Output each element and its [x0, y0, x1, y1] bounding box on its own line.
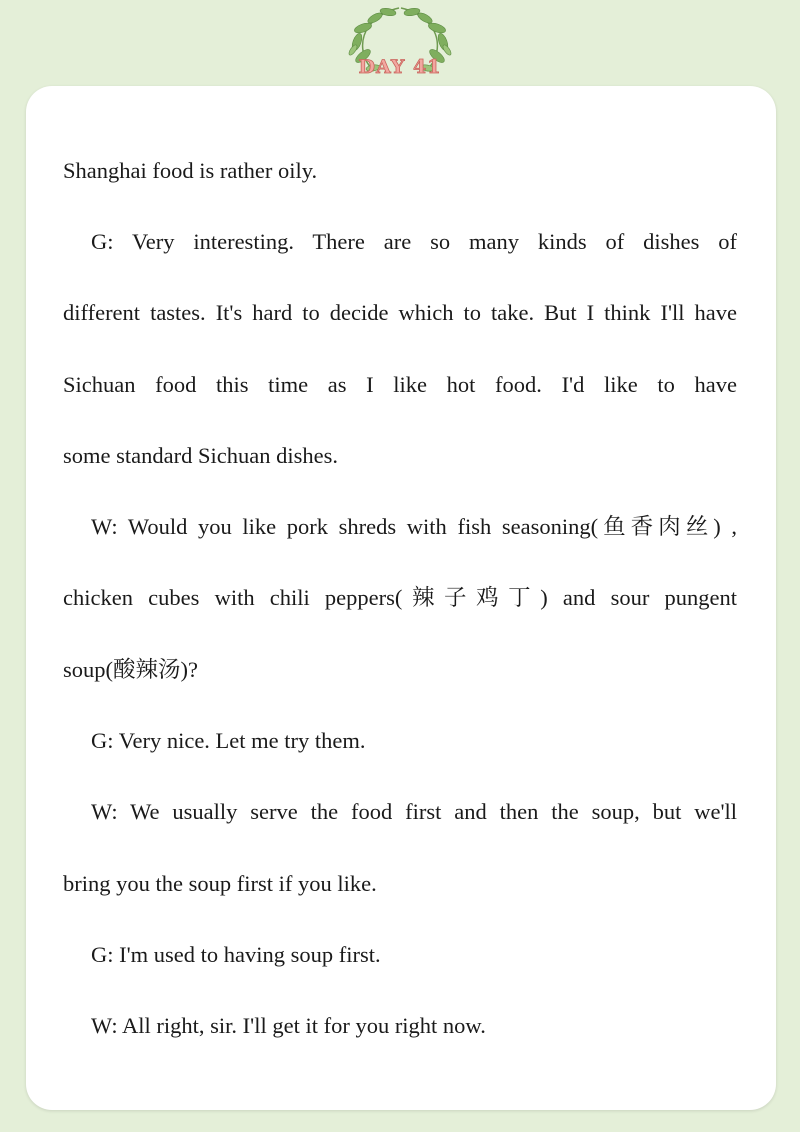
text-line: G: Very interesting. There are so many kinds of dishes of [91, 229, 737, 254]
text-line: W: Would you like pork shreds with fish seasoning(鱼香肉丝) , [91, 514, 737, 539]
dialogue-card [26, 86, 776, 1110]
text-line: W: All right, sir. I'll get it for you right now. [91, 1013, 486, 1038]
text-line: bring you the soup first if you like. [63, 871, 377, 896]
text-line: G: I'm used to having soup first. [91, 942, 381, 967]
text-line: chicken cubes with chili peppers(辣子鸡丁) and sour pungent [63, 585, 737, 610]
text-line: some standard Sichuan dishes. [63, 443, 338, 468]
text-line: soup(酸辣汤)? [63, 657, 198, 682]
text-line: Shanghai food is rather oily. [63, 158, 318, 183]
text-line: Sichuan food this time as I like hot food. I'd like to have [63, 372, 737, 397]
day-label: DAY 41 [358, 56, 442, 78]
text-line: G: Very nice. Let me try them. [91, 728, 366, 753]
day-header [333, 0, 467, 86]
text-line: different tastes. It's hard to decide which to take. But I think I'll have [63, 300, 737, 325]
text-line: W: We usually serve the food first and then the soup, but we'll [91, 799, 737, 824]
